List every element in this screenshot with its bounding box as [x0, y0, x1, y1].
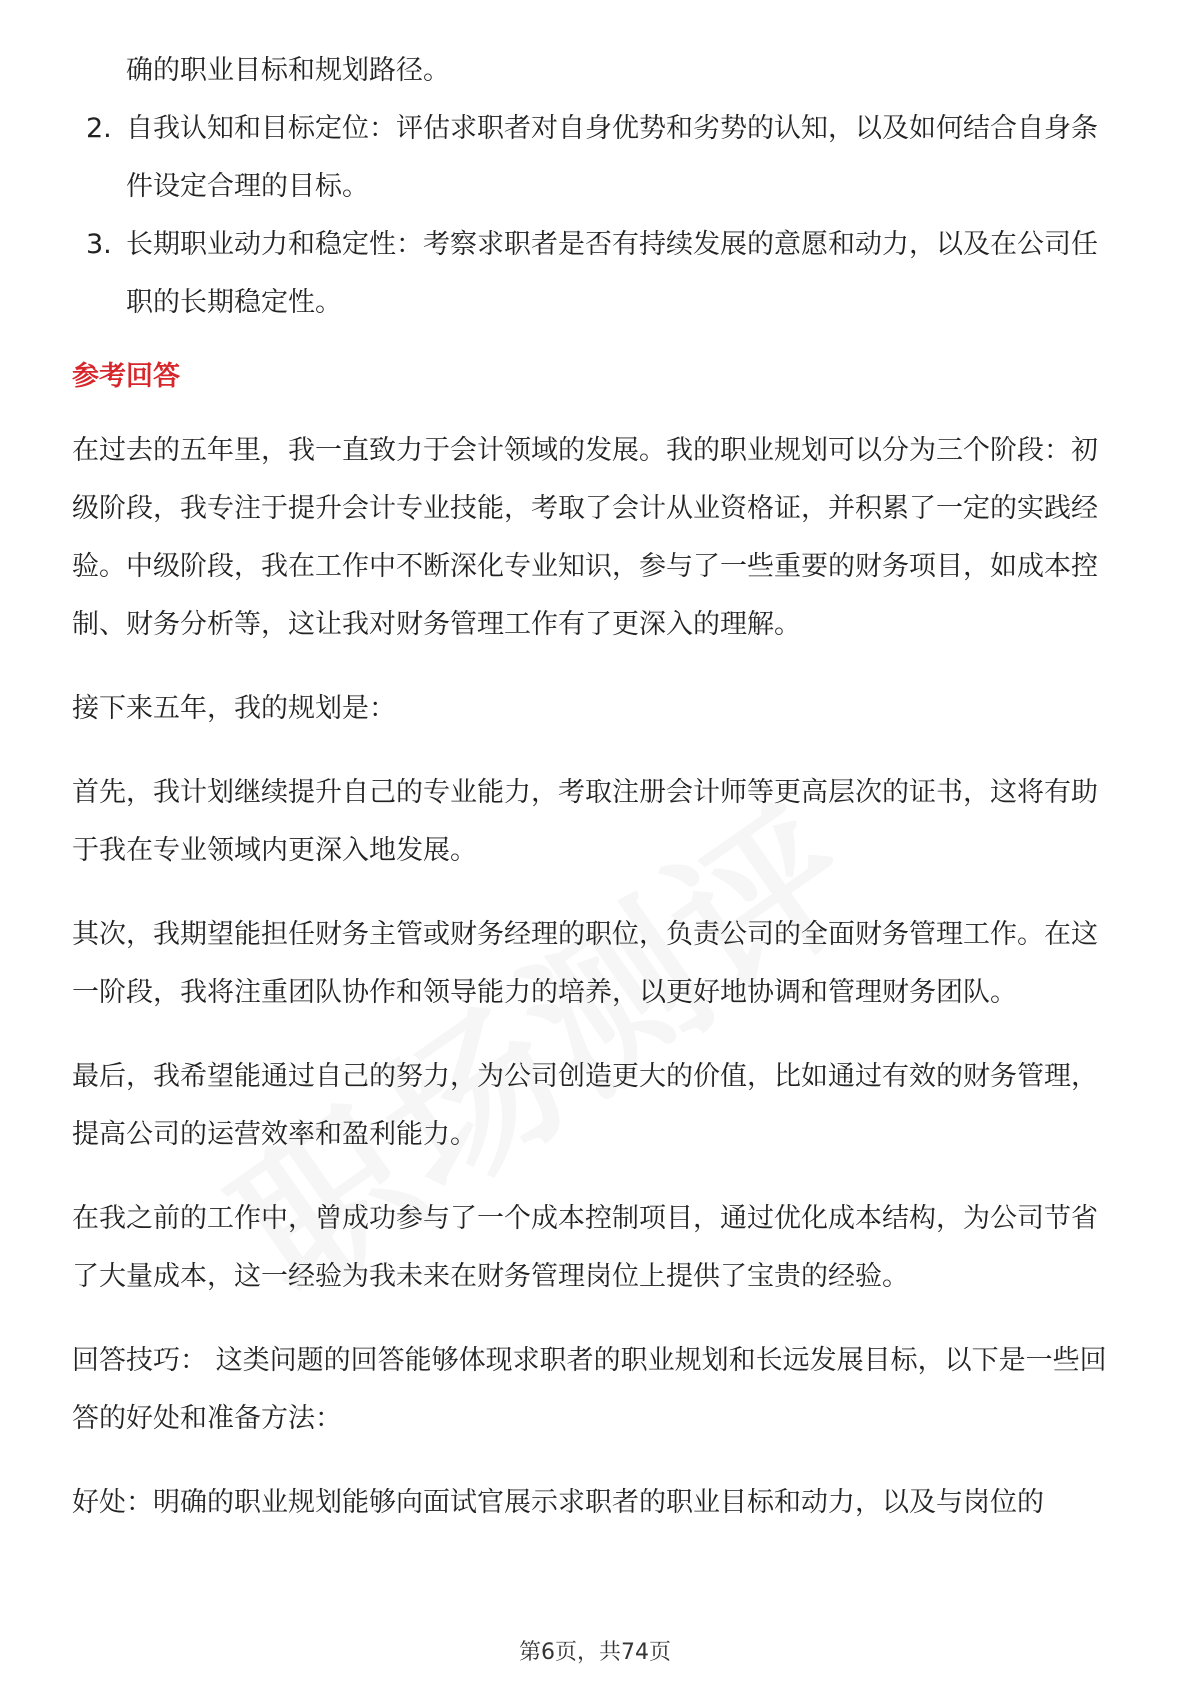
list-item — [72, 216, 1122, 332]
paragraph-past-experience: 在我之前的工作中，曾成功参与了一个成本控制项目，通过优化成本结构，为公司节省了大量成本，这一经验为我未来在财务管理岗位上提供了宝贵的经验。 — [72, 1203, 1098, 1292]
evaluation-points-list — [72, 100, 1122, 332]
list-item-text: 自我认知和目标定位：评估求职者对自身优势和劣势的认知，以及如何结合自身条件设定合理的目标。 — [126, 113, 1098, 202]
reference-answer-heading: 参考回答 — [72, 361, 180, 392]
list-item-number: 2. — [86, 113, 112, 144]
paragraph-final-goal: 最后，我希望能通过自己的努力，为公司创造更大的价值，比如通过有效的财务管理，提高公司的运营效率和盈利能力。 — [72, 1061, 1098, 1150]
list-item-text: 长期职业动力和稳定性：考察求职者是否有持续发展的意愿和动力，以及在公司任职的长期稳定性。 — [126, 229, 1098, 318]
page-content — [72, 42, 1122, 1532]
paragraph-first-goal: 首先，我计划继续提升自己的专业能力，考取注册会计师等更高层次的证书，这将有助于我在专业领域内更深入地发展。 — [72, 777, 1098, 866]
list-item-number: 3. — [86, 229, 112, 260]
page-footer: 第6页，共74页 — [519, 1640, 671, 1665]
list-item — [72, 100, 1122, 216]
paragraph-past-five-years: 在过去的五年里，我一直致力于会计领域的发展。我的职业规划可以分为三个阶段：初级阶段，我专注于提升会计专业技能，考取了会计从业资格证，并积累了一定的实践经验。中级阶段，我在工作中不断深化专业知识，参与了一些重要的财务项目，如成本控制、财务分析等，这让我对财务管理工作有了更深入的理解。 — [72, 435, 1098, 640]
list-item-continuation: 确的职业目标和规划路径。 — [126, 55, 450, 86]
paragraph-next-five-years-intro: 接下来五年，我的规划是： — [72, 693, 396, 724]
paragraph-benefits: 好处：明确的职业规划能够向面试官展示求职者的职业目标和动力，以及与岗位的 — [72, 1487, 1044, 1518]
paragraph-second-goal: 其次，我期望能担任财务主管或财务经理的职位，负责公司的全面财务管理工作。在这一阶段，我将注重团队协作和领导能力的培养，以更好地协调和管理财务团队。 — [72, 919, 1098, 1008]
paragraph-answer-tips: 回答技巧： 这类问题的回答能够体现求职者的职业规划和长远发展目标，以下是一些回答的好处和准备方法： — [72, 1345, 1107, 1434]
